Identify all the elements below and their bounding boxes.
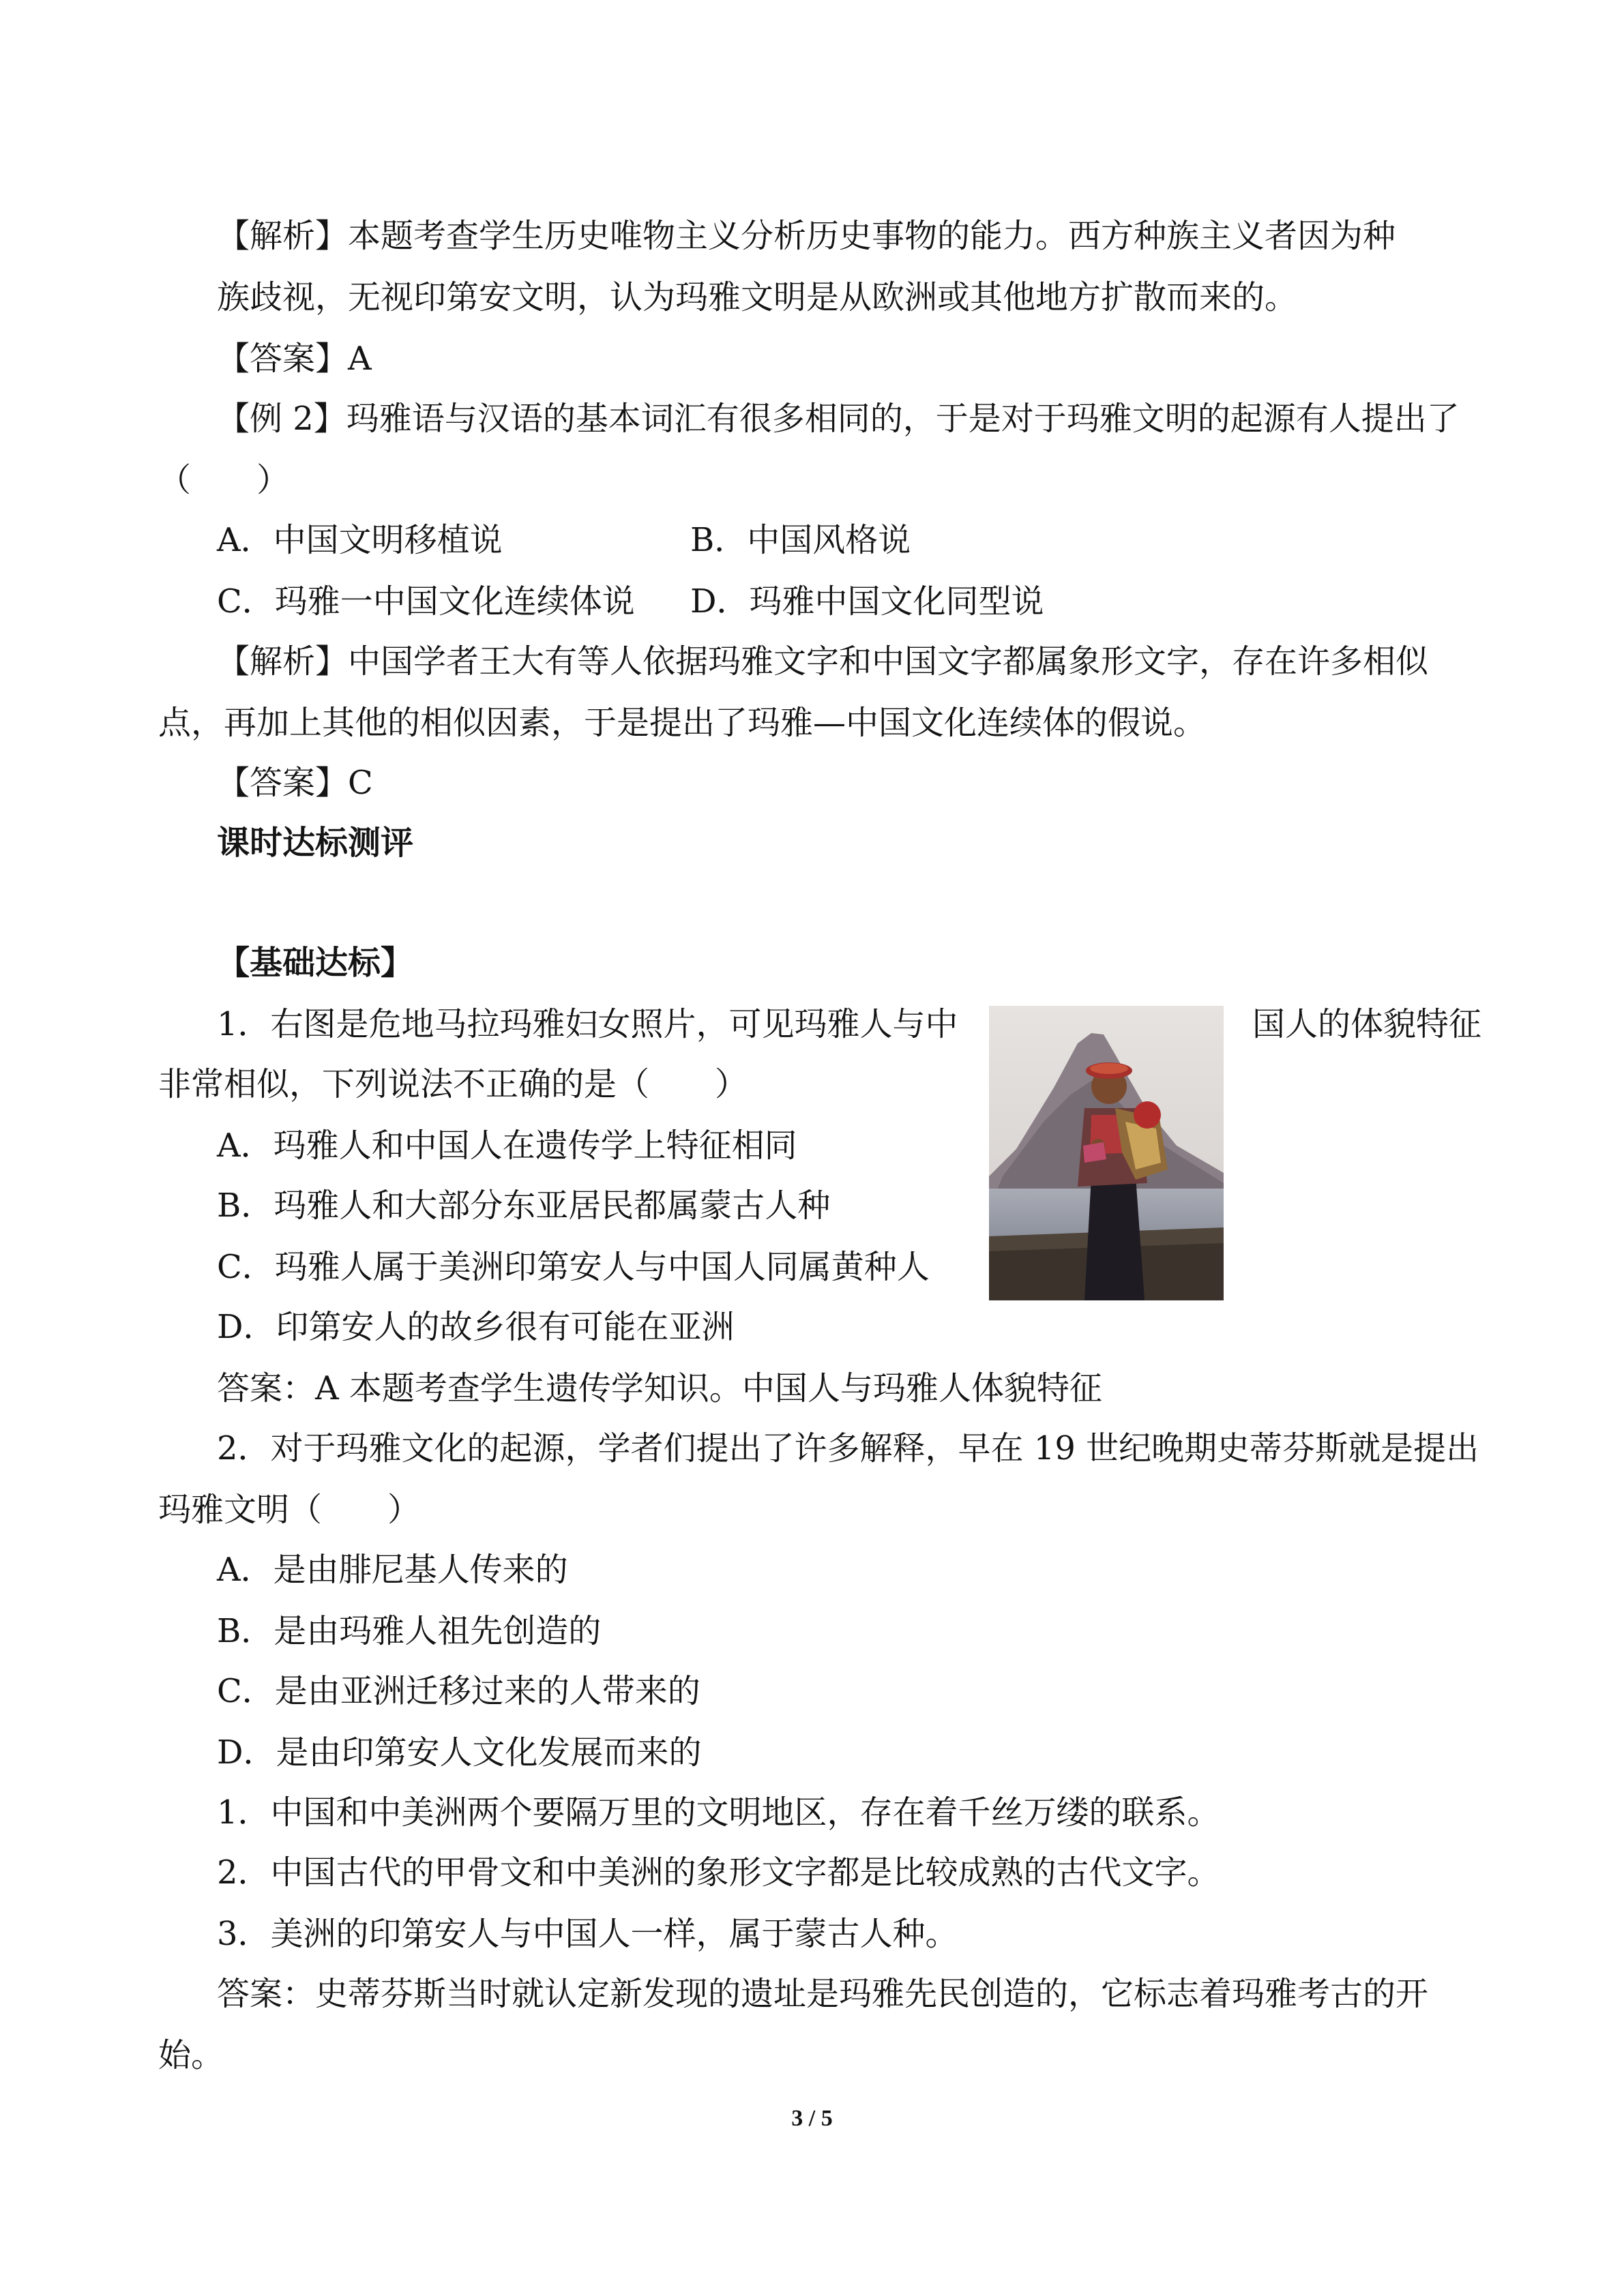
q1-option-a: A．玛雅人和中国人在遗传学上特征相同 [217, 1127, 797, 1165]
example2-option-d: D．玛雅中国文化同型说 [690, 582, 1044, 621]
q2-option-b: B．是由玛雅人祖先创造的 [217, 1612, 602, 1650]
section-title: 课时达标测评 [217, 824, 414, 862]
q2-line2: 玛雅文明（ ） [158, 1491, 421, 1529]
q2-option-c: C．是由亚洲迁移过来的人带来的 [217, 1672, 700, 1710]
point-3: 3．美洲的印第安人与中国人一样，属于蒙古人种。 [217, 1915, 958, 1953]
example2-question-line2: （ ） [158, 461, 290, 499]
point-2: 2．中国古代的甲骨文和中美洲的象形文字都是比较成熟的古代文字。 [217, 1853, 1220, 1892]
q2-option-a: A．是由腓尼基人传来的 [217, 1551, 568, 1589]
q2-option-d: D．是由印第安人文化发展而来的 [217, 1733, 702, 1772]
example2-option-b: B．中国风格说 [690, 521, 911, 559]
q1-option-c: C．玛雅人属于美洲印第安人与中国人同属黄种人 [217, 1248, 930, 1286]
example2-analysis-line1: 【解析】中国学者王大有等人依据玛雅文字和中国文字都属象形文字，存在许多相似 [217, 642, 1429, 681]
example2-option-a: A．中国文明移植说 [217, 521, 503, 559]
final-answer-line2: 始。 [158, 2036, 224, 2074]
q1-option-d: D．印第安人的故乡很有可能在亚洲 [217, 1308, 735, 1346]
example2-analysis-line2: 点，再加上其他的相似因素，于是提出了玛雅—中国文化连续体的假说。 [158, 704, 1207, 742]
final-answer-line1: 答案：史蒂芬斯当时就认定新发现的遗址是玛雅先民创造的，它标志着玛雅考古的开 [217, 1975, 1429, 2013]
example2-answer: 【答案】C [217, 764, 373, 802]
example2-option-c: C．玛雅一中国文化连续体说 [217, 582, 635, 621]
page-number: 3 / 5 [791, 2106, 833, 2131]
example2-question-line1: 【例 2】玛雅语与汉语的基本词汇有很多相同的，于是对于玛雅文明的起源有人提出了 [217, 400, 1460, 438]
example1-analysis-line2: 族歧视，无视印第安文明，认为玛雅文明是从欧洲或其他地方扩散而来的。 [217, 278, 1298, 316]
q1-option-b: B．玛雅人和大部分东亚居民都属蒙古人种 [217, 1187, 831, 1225]
q1-line1-left: 1．右图是危地马拉玛雅妇女照片，可见玛雅人与中 [217, 1005, 958, 1043]
q2-line1: 2．对于玛雅文化的起源，学者们提出了许多解释，早在 19 世纪晚期史蒂芬斯就是提出 [217, 1429, 1479, 1467]
example1-analysis-line1: 【解析】本题考查学生历史唯物主义分析历史事物的能力。西方种族主义者因为种 [217, 217, 1396, 255]
q1-answer: 答案：A 本题考查学生遗传学知识。中国人与玛雅人体貌特征 [217, 1369, 1102, 1407]
point-1: 1．中国和中美洲两个要隔万里的文明地区，存在着千丝万缕的联系。 [217, 1793, 1220, 1832]
subsection-title: 【基础达标】 [217, 944, 414, 982]
example1-answer: 【答案】A [217, 340, 372, 378]
q1-line2: 非常相似，下列说法不正确的是（ ） [158, 1065, 748, 1103]
q1-line1-right: 国人的体貌特征 [1252, 1005, 1482, 1043]
maya-woman-photo [989, 1006, 1224, 1300]
